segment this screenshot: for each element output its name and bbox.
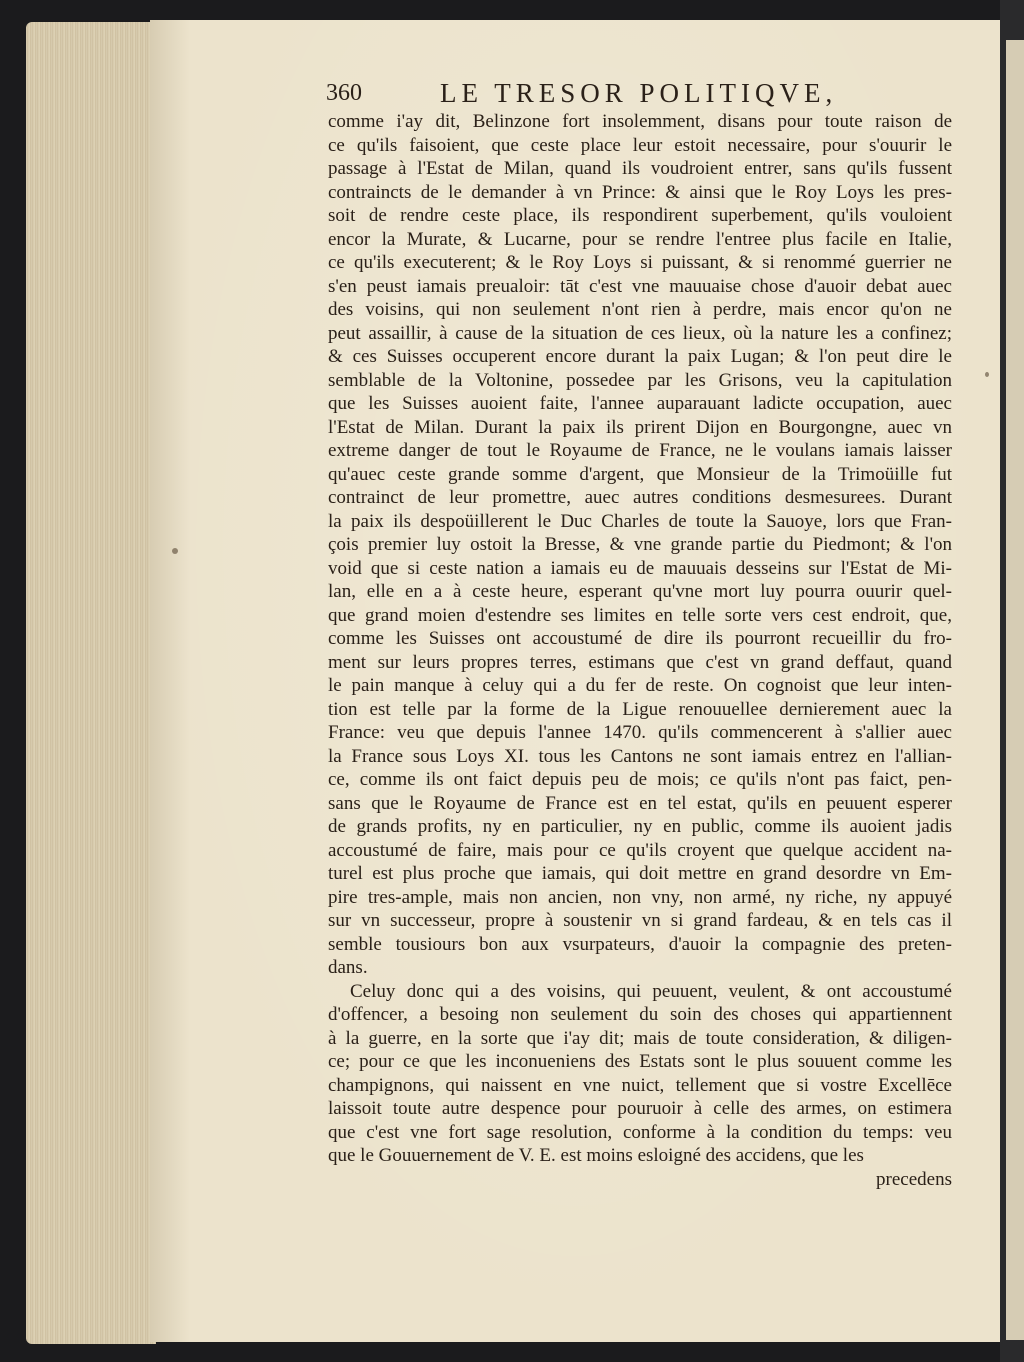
text-line: champignons, qui naissent en vne nuict, tellement que si vostre Excellēce: [328, 1074, 952, 1096]
text-line: passage à l'Estat de Milan, quand ils voudroient entrer, sans qu'ils fussent: [328, 158, 952, 179]
text-line: ce; pour ce que les inconueniens des Estats sont le plus souuent comme les: [328, 1051, 952, 1072]
paragraph: [328, 980, 952, 1168]
text-line: Celuy donc qui a des voisins, qui peuuent, veulent, & ont accoustumé: [350, 980, 952, 1002]
text-line: extreme danger de tout le Royaume de France, ne le voulans iamais laisser: [328, 440, 952, 461]
text-line: l'Estat de Milan. Durant la paix ils prirent Dijon en Bourgongne, auec vn: [328, 416, 952, 438]
text-line: s'en peust iamais preualoir: tāt c'est vne mauuaise chose d'auoir debat auec: [328, 275, 952, 297]
text-line: çois premier luy ostoit la Bresse, & vne grande partie du Piedmont; & l'on: [328, 534, 952, 555]
text-line: peut assaillir, à cause de la situation de ces lieux, où la nature les a confinez;: [328, 322, 952, 344]
text-line: que le Gouuernement de V. E. est moins esloigné des accidens, que les: [328, 1145, 864, 1166]
page-edges: [26, 22, 156, 1344]
text-line: comme les Suisses ont accoustumé de dire ils pourront recueillir du fro-: [328, 628, 952, 649]
catchword: precedens: [876, 1168, 952, 1190]
text-line: le pain manque à celuy qui a du fer de reste. On cognoist que leur inten-: [328, 675, 952, 696]
text-line: que c'est vne fort sage resolution, conforme à la condition du temps: veu: [328, 1121, 952, 1143]
text-line: que les Suisses auoient faite, l'annee auparauant ladicte occupation, auec: [328, 393, 952, 414]
text-line: pire tres-ample, mais non ancien, non vny, non armé, ny riche, ny appuyé: [328, 886, 952, 908]
facing-page-edge: [1006, 40, 1024, 1340]
text-line: ce qu'ils executerent; & le Roy Loys si puissant, & si renommé guerrier ne: [328, 252, 952, 273]
text-line: semble tousiours bon aux vsurpateurs, d'auoir la compagnie des preten-: [328, 933, 952, 955]
text-line: semblable de la Voltonine, possedee par les Grisons, veu la capitulation: [328, 369, 952, 391]
text-line: que grand moien d'estendre ses limites en telle sorte vers cest endroit, que,: [328, 604, 952, 626]
text-line: ce, comme ils ont faict depuis peu de mois; ce qu'ils n'ont pas faict, pen-: [328, 769, 952, 790]
text-line: contraincts de le demander à vn Prince: & ainsi que le Roy Loys les pres-: [328, 181, 952, 203]
text-line: dans.: [328, 957, 368, 978]
text-line: encor la Murate, & Lucarne, pour se rendre l'entree plus facile en Italie,: [328, 228, 952, 250]
text-line: ce qu'ils faisoient, que ceste place leur estoit necessaire, pour s'ouurir le: [328, 134, 952, 156]
text-line: de grands profits, ny en particulier, ny en public, comme ils auoient jadis: [328, 816, 952, 837]
text-line: des voisins, qui non seulement n'ont rien à perdre, mais encor qu'on ne: [328, 299, 952, 320]
text-line: d'offencer, a besoing non seulement du soin des choses qui appartiennent: [328, 1004, 952, 1025]
text-line: la France sous Loys XI. tous les Cantons ne sont iamais entrez en l'allian-: [328, 745, 952, 767]
text-line: lan, elle en a à ceste heure, esperant qu'vne mort luy pourra ouurir quel-: [328, 581, 952, 602]
text-line: contrainct de leur promettre, auec autres conditions desmesurees. Durant: [328, 487, 952, 508]
text-line: France: veu que depuis l'annee 1470. qu'ils commencerent à s'allier auec: [328, 722, 952, 743]
text-line: void que si ceste nation a iamais eu de mauuais desseins sur l'Estat de Mi-: [328, 557, 952, 579]
body-text: [328, 110, 952, 1191]
text-line: turel est plus proche que iamais, qui doit mettre en grand desordre vn Em-: [328, 863, 952, 884]
page-number: 360: [326, 80, 362, 106]
text-line: soit de rendre ceste place, ils respondirent superbement, qu'ils vouloient: [328, 205, 952, 226]
text-line: qu'auec ceste grande somme d'argent, que Monsieur de la Trimoüille fut: [328, 463, 952, 485]
text-line: à la guerre, en la sorte que i'ay dit; mais de toute consideration, & diligen-: [328, 1027, 952, 1049]
ink-speck: [985, 372, 989, 377]
text-line: accoustumé de faire, mais pour ce qu'ils croyent que quelque accident na-: [328, 839, 952, 861]
text-line: sans que le Royaume de France est en tel estat, qu'ils en peuuent esperer: [328, 792, 952, 814]
text-line: ment sur leurs propres terres, estimans que c'est vn grand deffaut, quand: [328, 651, 952, 673]
ink-speck: [172, 548, 178, 554]
text-line: la paix ils despoüillerent le Duc Charles de toute la Sauoye, lors que Fran-: [328, 510, 952, 532]
text-line: tion est telle par la forme de la Ligue renouuellee dernierement auec la: [328, 698, 952, 720]
text-line: comme i'ay dit, Belinzone fort insolemment, disans pour toute raison de: [328, 111, 952, 132]
running-title: LE TRESOR POLITIQVE,: [440, 78, 838, 108]
text-line: & ces Suisses occuperent encore durant la paix Lugan; & l'on peut dire le: [328, 346, 952, 367]
text-line: laissoit toute autre despence pour pouruoir à celle des armes, on estimera: [328, 1098, 952, 1119]
text-line: sur vn successeur, propre à soustenir vn si grand fardeau, & en tels cas il: [328, 910, 952, 931]
paragraph: [328, 110, 952, 980]
